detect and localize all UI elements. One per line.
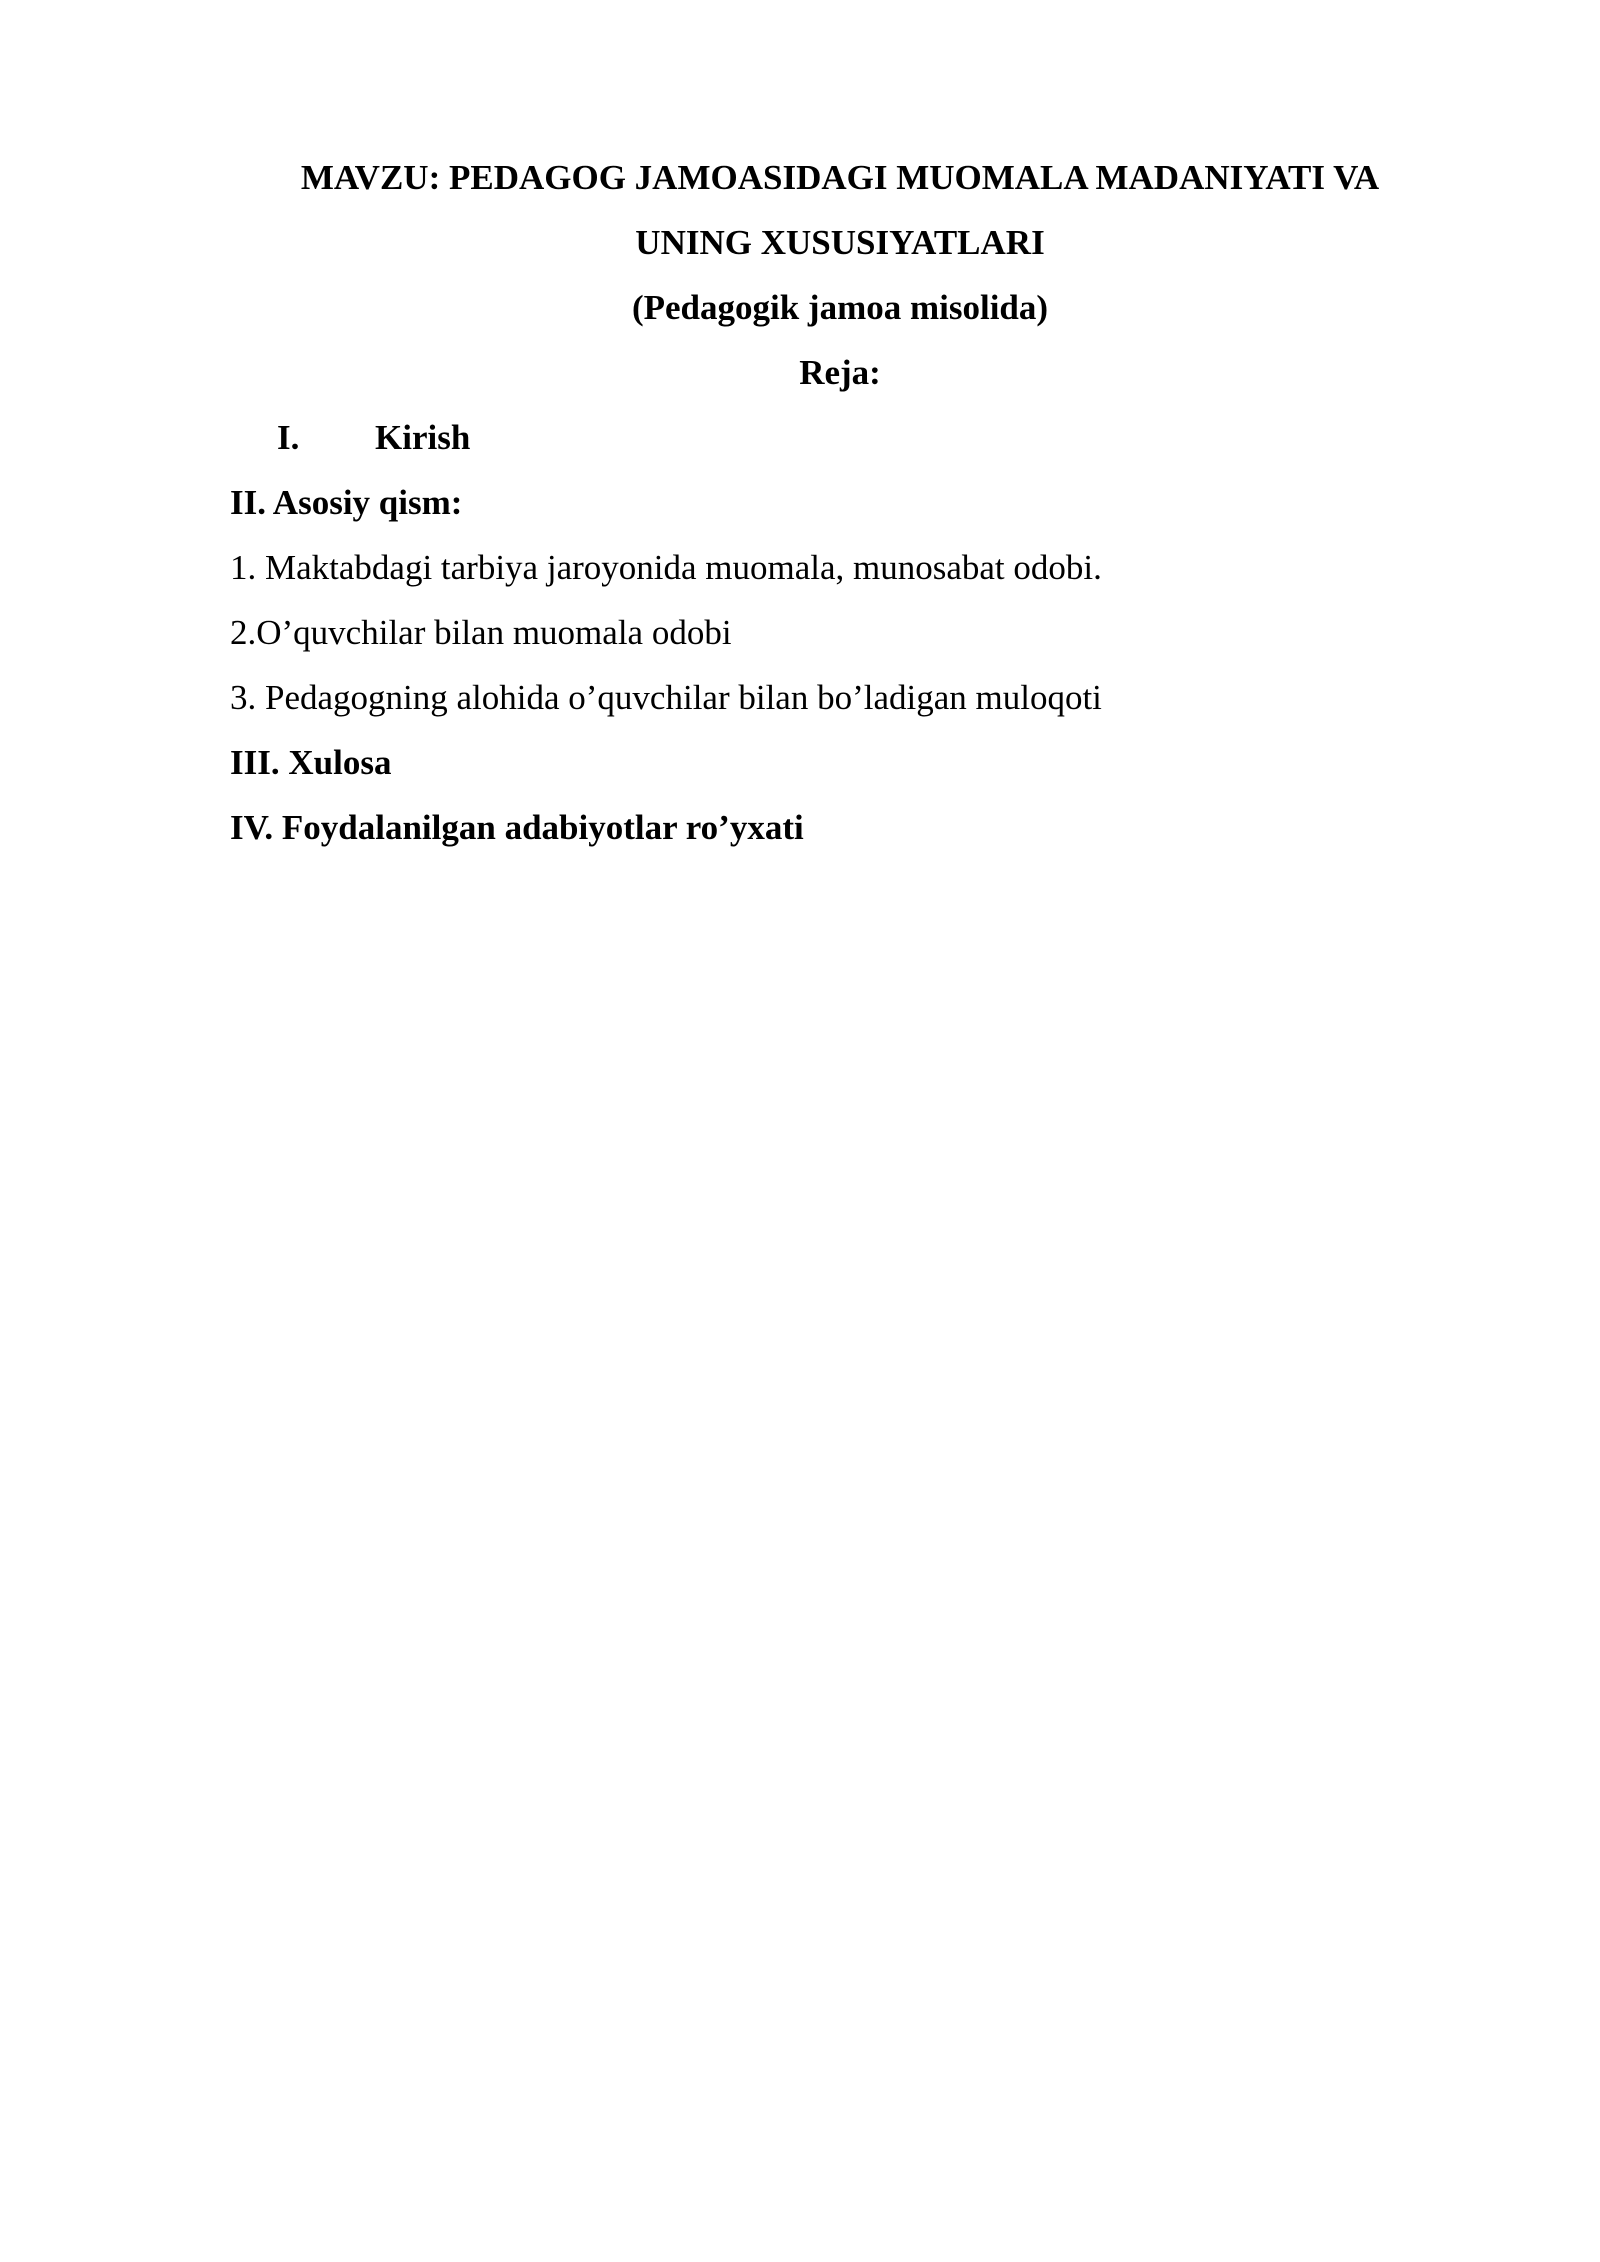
- plan-conclusion: III. Xulosa: [230, 743, 392, 782]
- plan-references: IV. Foydalanilgan adabiyotlar ro’yxati: [230, 808, 804, 847]
- plan-heading: Reja:: [799, 353, 881, 392]
- plan-main-part: II. Asosiy qism:: [230, 483, 463, 522]
- title-line-2: UNING XUSUSIYATLARI: [635, 223, 1045, 262]
- subtitle: (Pedagogik jamoa misolida): [631, 288, 1049, 327]
- title-line-1: MAVZU: PEDAGOG JAMOASIDAGI MUOMALA MADANIYATI VA: [300, 158, 1380, 197]
- plan-intro-row: [230, 405, 1450, 470]
- document-content: [230, 145, 1450, 860]
- plan-item-3: 3. Pedagogning alohida o’quvchilar bilan bo’ladigan muloqoti: [230, 678, 1102, 717]
- plan-intro-label: Kirish: [375, 418, 471, 457]
- plan-item-1: 1. Maktabdagi tarbiya jaroyonida muomala, munosabat odobi.: [230, 548, 1102, 587]
- plan-item-2: 2.O’quvchilar bilan muomala odobi: [230, 613, 732, 652]
- plan-intro-number: I.: [277, 418, 300, 457]
